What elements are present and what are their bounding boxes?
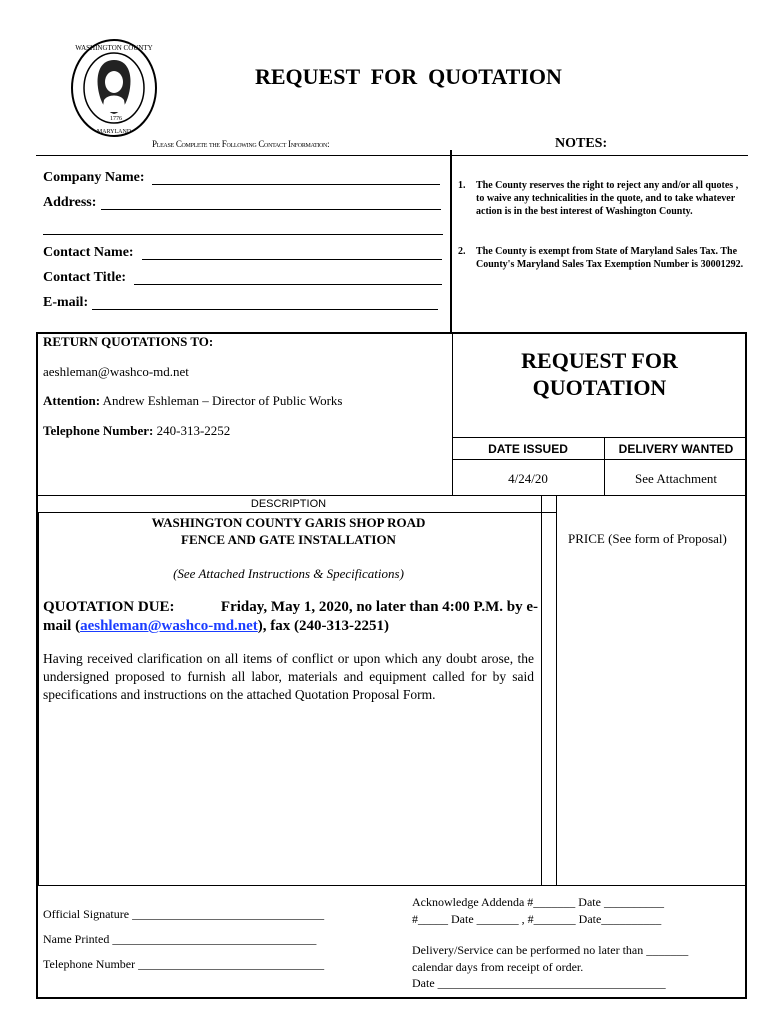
due-text-1: Friday, May 1, 2020, no later than 4:00 P.M. by e- bbox=[220, 599, 538, 615]
rfq-box-divider bbox=[452, 437, 747, 438]
col-divider-1 bbox=[541, 495, 542, 885]
address-field-line-2[interactable] bbox=[43, 222, 443, 235]
description-header-line bbox=[36, 512, 556, 513]
due-label: QUOTATION DUE: bbox=[43, 599, 175, 615]
address-field[interactable] bbox=[101, 197, 441, 210]
price-label: PRICE (See form of Proposal) bbox=[568, 531, 727, 546]
col-divider-2 bbox=[556, 495, 557, 885]
top-divider bbox=[36, 155, 748, 156]
contact-title-field[interactable] bbox=[134, 272, 442, 285]
contact-name-label: Contact Name: bbox=[43, 245, 134, 260]
telephone-line bbox=[43, 423, 230, 439]
contact-name-field[interactable] bbox=[142, 247, 442, 260]
description-top-line bbox=[36, 495, 747, 496]
company-name-label: Company Name: bbox=[43, 170, 145, 185]
address-label: Address: bbox=[43, 195, 97, 210]
seal-bottom-text: MARYLAND bbox=[96, 129, 132, 135]
due-text-2a: mail ( bbox=[43, 618, 81, 634]
page-title: REQUEST FOR QUOTATION bbox=[255, 64, 562, 89]
rfq-box-title-2: QUOTATION bbox=[532, 375, 667, 400]
contact-title-label: Contact Title: bbox=[43, 270, 127, 285]
date-issued-label: DATE ISSUED bbox=[488, 442, 568, 456]
project-title-line-2: FENCE AND GATE INSTALLATION bbox=[181, 532, 396, 547]
contact-prompt: Please Complete the Following Contact Information: bbox=[152, 139, 330, 149]
county-seal bbox=[70, 38, 158, 138]
telephone-label: Telephone Number: bbox=[43, 423, 154, 438]
due-text-2b: ), fax (240-313-2251) bbox=[257, 618, 390, 634]
attention-label: Attention: bbox=[43, 393, 101, 408]
delivery-days-line-1[interactable]: Delivery/Service can be performed no later than _______ bbox=[412, 943, 689, 957]
signature-top-line bbox=[36, 885, 747, 886]
notes-divider bbox=[450, 150, 452, 334]
telephone-value: 240-313-2252 bbox=[156, 423, 231, 438]
official-signature-field[interactable]: Official Signature ________________________________ bbox=[43, 907, 325, 921]
quotation-due bbox=[43, 598, 538, 636]
note-2-number: 2. bbox=[458, 246, 466, 257]
delivery-date-field[interactable]: Date ______________________________________ bbox=[412, 976, 666, 990]
date-issued-value: 4/24/20 bbox=[508, 471, 548, 486]
description-body: Having received clarification on all items of conflict or upon which any doubt arose, the undersigned proposed to furnish all labor, materials and equipment called for by said specifications and instructions on the attached Quotation Proposal Form. bbox=[43, 651, 534, 702]
project-title-line-1: WASHINGTON COUNTY GARIS SHOP ROAD bbox=[151, 515, 426, 530]
note-1-number: 1. bbox=[458, 180, 466, 191]
attention-value: Andrew Eshleman – Director of Public Works bbox=[102, 393, 343, 408]
instructions-note: (See Attached Instructions & Specifications) bbox=[173, 566, 404, 581]
email-label: E-mail: bbox=[43, 295, 89, 310]
due-email-link[interactable]: aeshleman@washco-md.net bbox=[80, 618, 258, 634]
rfq-box-mid-divider bbox=[452, 459, 747, 460]
return-email[interactable]: aeshleman@washco-md.net bbox=[43, 364, 189, 379]
seal-graphic bbox=[70, 38, 158, 138]
telephone-number-field[interactable]: Telephone Number _______________________________ bbox=[43, 957, 325, 971]
description-header: DESCRIPTION bbox=[250, 498, 327, 510]
name-printed-field[interactable]: Name Printed __________________________________ bbox=[43, 932, 317, 946]
acknowledge-addenda-line-1[interactable]: Acknowledge Addenda #_______ Date __________ bbox=[412, 895, 664, 909]
company-name-field[interactable] bbox=[152, 172, 440, 185]
return-heading: RETURN QUOTATIONS TO: bbox=[43, 334, 214, 349]
acknowledge-addenda-line-2[interactable]: #_____ Date _______ , #_______ Date__________ bbox=[412, 912, 662, 926]
delivery-wanted-value: See Attachment bbox=[635, 471, 717, 486]
attention-line bbox=[43, 393, 342, 409]
notes-title: NOTES: bbox=[555, 136, 608, 151]
email-field[interactable] bbox=[92, 297, 438, 310]
seal-top-text: WASHINGTON COUNTY bbox=[75, 44, 153, 52]
seal-year: 1776 bbox=[110, 116, 122, 122]
note-2-text: The County is exempt from State of Maryland Sales Tax. The County's Maryland Sales Tax Exemption Number is 30001292. bbox=[476, 246, 744, 270]
rfq-box-title-1: REQUEST FOR bbox=[521, 348, 678, 373]
note-1-text: The County reserves the right to reject any and/or all quotes , to waive any technicalities in the quote, and to take whatever action is in the best interest of Washington County. bbox=[476, 180, 739, 217]
delivery-days-line-2: calendar days from receipt of order. bbox=[412, 960, 584, 974]
delivery-wanted-label: DELIVERY WANTED bbox=[618, 442, 734, 456]
